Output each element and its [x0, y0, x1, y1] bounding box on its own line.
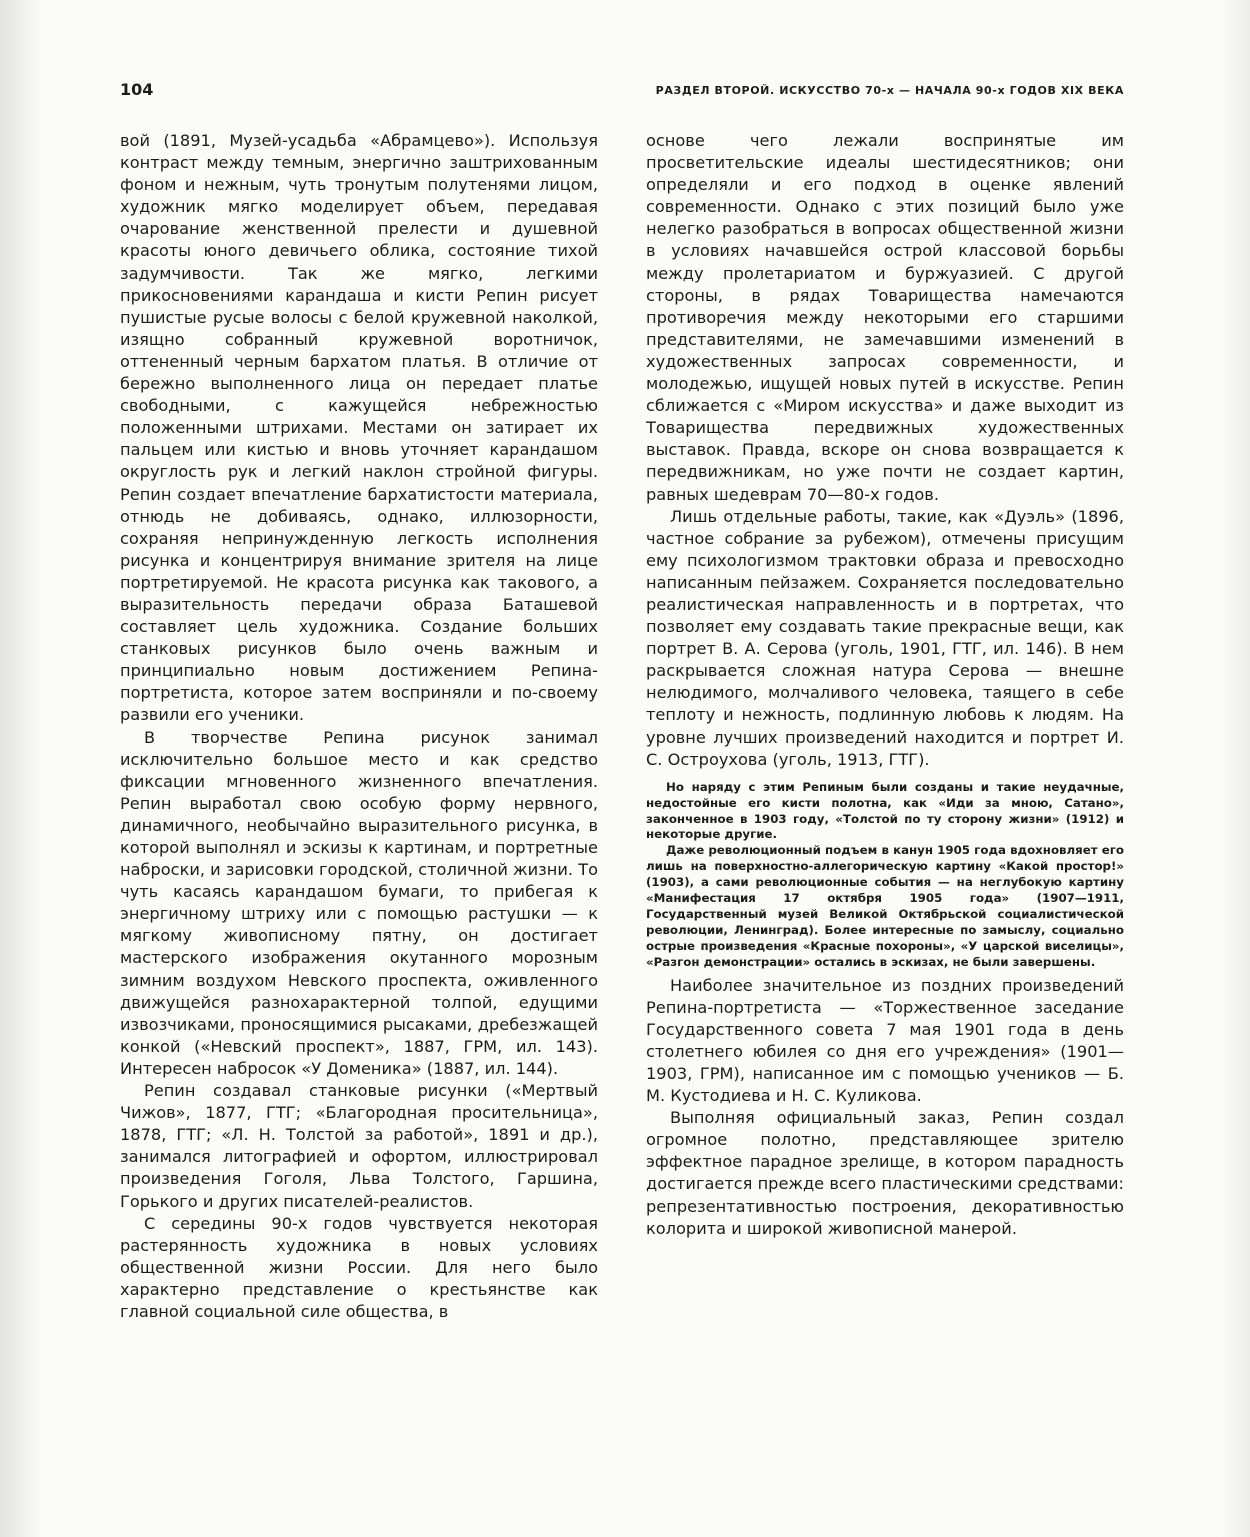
right-column: [646, 130, 1124, 1240]
paragraph: В творчестве Репина рисунок занимал исключительно большое место и как средство фиксации мгновенного жизненного впечатления. Репин выработал свою особую форму нервного, динамичного, необычайно выразительного рисунка, в которой выполнял и эскизы к картинам, и портретные наброски, и зарисовки городской, столичной жизни. То чуть касаясь карандашом бумаги, то прибегая к энергичному штриху или с помощью растушки — к мягкому живописному пятну, он достигает мастерского изображения окутанного морозным зимним воздухом Невского проспекта, оживленного движущейся разнохарактерной толпой, едущими извозчиками, проносящимися рысаками, дребезжащей конкой («Невский проспект», 1887, ГРМ, ил. 143). Интересен набросок «У Доменика» (1887, ил. 144).: [120, 727, 598, 1078]
paragraph: Репин создавал станковые рисунки («Мертвый Чижов», 1877, ГТГ; «Благородная просительница», 1878, ГТГ; «Л. Н. Толстой за работой», 1891 и др.), занимался литографией и офортом, иллюстрировал произведения Гоголя, Льва Толстого, Гаршина, Горького и других писателей-реалистов.: [120, 1081, 598, 1211]
note-paragraph: Но наряду с этим Репиным были созданы и такие неудачные, недостойные его кисти полотна, как «Иди за мною, Сатано», законченное в 1903 году, «Толстой по ту сторону жизни» (1912) и некоторые другие.: [646, 779, 1124, 842]
paragraph: Лишь отдельные работы, такие, как «Дуэль» (1896, частное собрание за рубежом), отмечены присущим ему психологизмом трактовки образа и превосходно написанным пейзажем. Сохраняется последовательно реалистическая направленность и в портретах, что позволяет ему создавать такие прекрасные вещи, как портрет В. А. Серова (уголь, 1901, ГТГ, ил. 146). В нем раскрывается сложная натура Серова — внешне нелюдимого, молчаливого человека, таящего в себе теплоту и нежность, подлинную любовь к людям. На уровне лучших произведений находится и портрет И. С. Остроухова (уголь, 1913, ГТГ).: [646, 506, 1124, 769]
paragraph: основе чего лежали воспринятые им просветительские идеалы шестидесятников; они определяли и его подход в оценке явлений современности. Однако с этих позиций было уже нелегко разобраться в вопросах общественной жизни в условиях начавшейся острой классовой борьбы между пролетариатом и буржуазией. С другой стороны, в рядах Товарищества намечаются противоречия между некоторыми его старшими представителями, не замечавшими изменений в художественных запросах современности, и молодежью, ищущей новых путей в искусстве. Репин сближается с «Миром искусства» и даже выходит из Товарищества передвижных художественных выставок. Правда, вскоре он снова возвращается к передвижникам, но уже почти не создает картин, равных шедеврам 70—80-х годов.: [646, 131, 1124, 504]
running-head: РАЗДЕЛ ВТОРОЙ. ИСКУССТВО 70-х — НАЧАЛА 90-х ГОДОВ XIX ВЕКА: [655, 84, 1124, 97]
page-edge: [1220, 0, 1250, 1537]
note-paragraph: Даже революционный подъем в канун 1905 года вдохновляет его лишь на поверхностно-аллегорическую картину «Какой простор!» (1903), а сами революционные события — на неглубокую картину «Манифестация 17 октября 1905 года» (1907—1911, Государственный музей Великой Октябрьской социалистической революции, Ленинград). Более интересные по замыслу, социально острые произведения «Красные похороны», «У царской виселицы», «Разгон демонстрации» остались в эскизах, не были завершены.: [646, 843, 1124, 969]
paragraph: вой (1891, Музей-усадьба «Абрамцево»). Используя контраст между темным, энергично заштрихованным фоном и нежным, чуть тронутым полутенями лицом, художник мягко моделирует объем, передавая очарование женственной прелести и душевной красоты юного девичьего облика, состояние тихой задумчивости. Так же мягко, легкими прикосновениями карандаша и кисти Репин рисует пушистые русые волосы с белой кружевной наколкой, изящно собранный кружевной воротничок, оттененный черным бархатом платья. В отличие от бережно выполненного лица он передает платье свободными, с кажущейся небрежностью положенными штрихами. Местами он затирает их пальцем или кистью и вновь уточняет карандашом округлость рук и легкий наклон стройной фигуры. Репин создает впечатление бархатистости материала, отнюдь не добиваясь, однако, иллюзорности, сохраняя непринужденную легкость исполнения рисунка и концентрируя внимание зрителя на лице портретируемой. Не красота рисунка как такового, а выразительность передачи образа Баташевой составляет цель художника. Создание больших станковых рисунков было очень важным и принципиально новым достижением Репина-портретиста, которое затем восприняли и по-своему развили его ученики.: [120, 131, 598, 725]
small-print-note: [646, 780, 1124, 971]
page-number: 104: [120, 80, 154, 99]
page-binding-shadow: [0, 0, 42, 1537]
paragraph: Выполняя официальный заказ, Репин создал огромное полотно, представляющее зрителю эффектное парадное зрелище, в котором парадность достигается прежде всего пластическими средствами: репрезентативностью построения, декоративностью колорита и широкой живописной манерой.: [646, 1108, 1124, 1238]
left-column: [120, 130, 598, 1323]
paragraph: С середины 90-х годов чувствуется некоторая растерянность художника в новых условиях общественной жизни России. Для него было характерно представление о крестьянстве как главной социальной силе общества, в: [120, 1213, 598, 1321]
paragraph: Наиболее значительное из поздних произведений Репина-портретиста — «Торжественное заседание Государственного совета 7 мая 1901 года в день столетнего юбилея со дня его учреждения» (1901—1903, ГРМ), написанное им с помощью учеников — Б. М. Кустодиева и Н. С. Куликова.: [646, 975, 1124, 1106]
page-header: [120, 80, 1124, 104]
